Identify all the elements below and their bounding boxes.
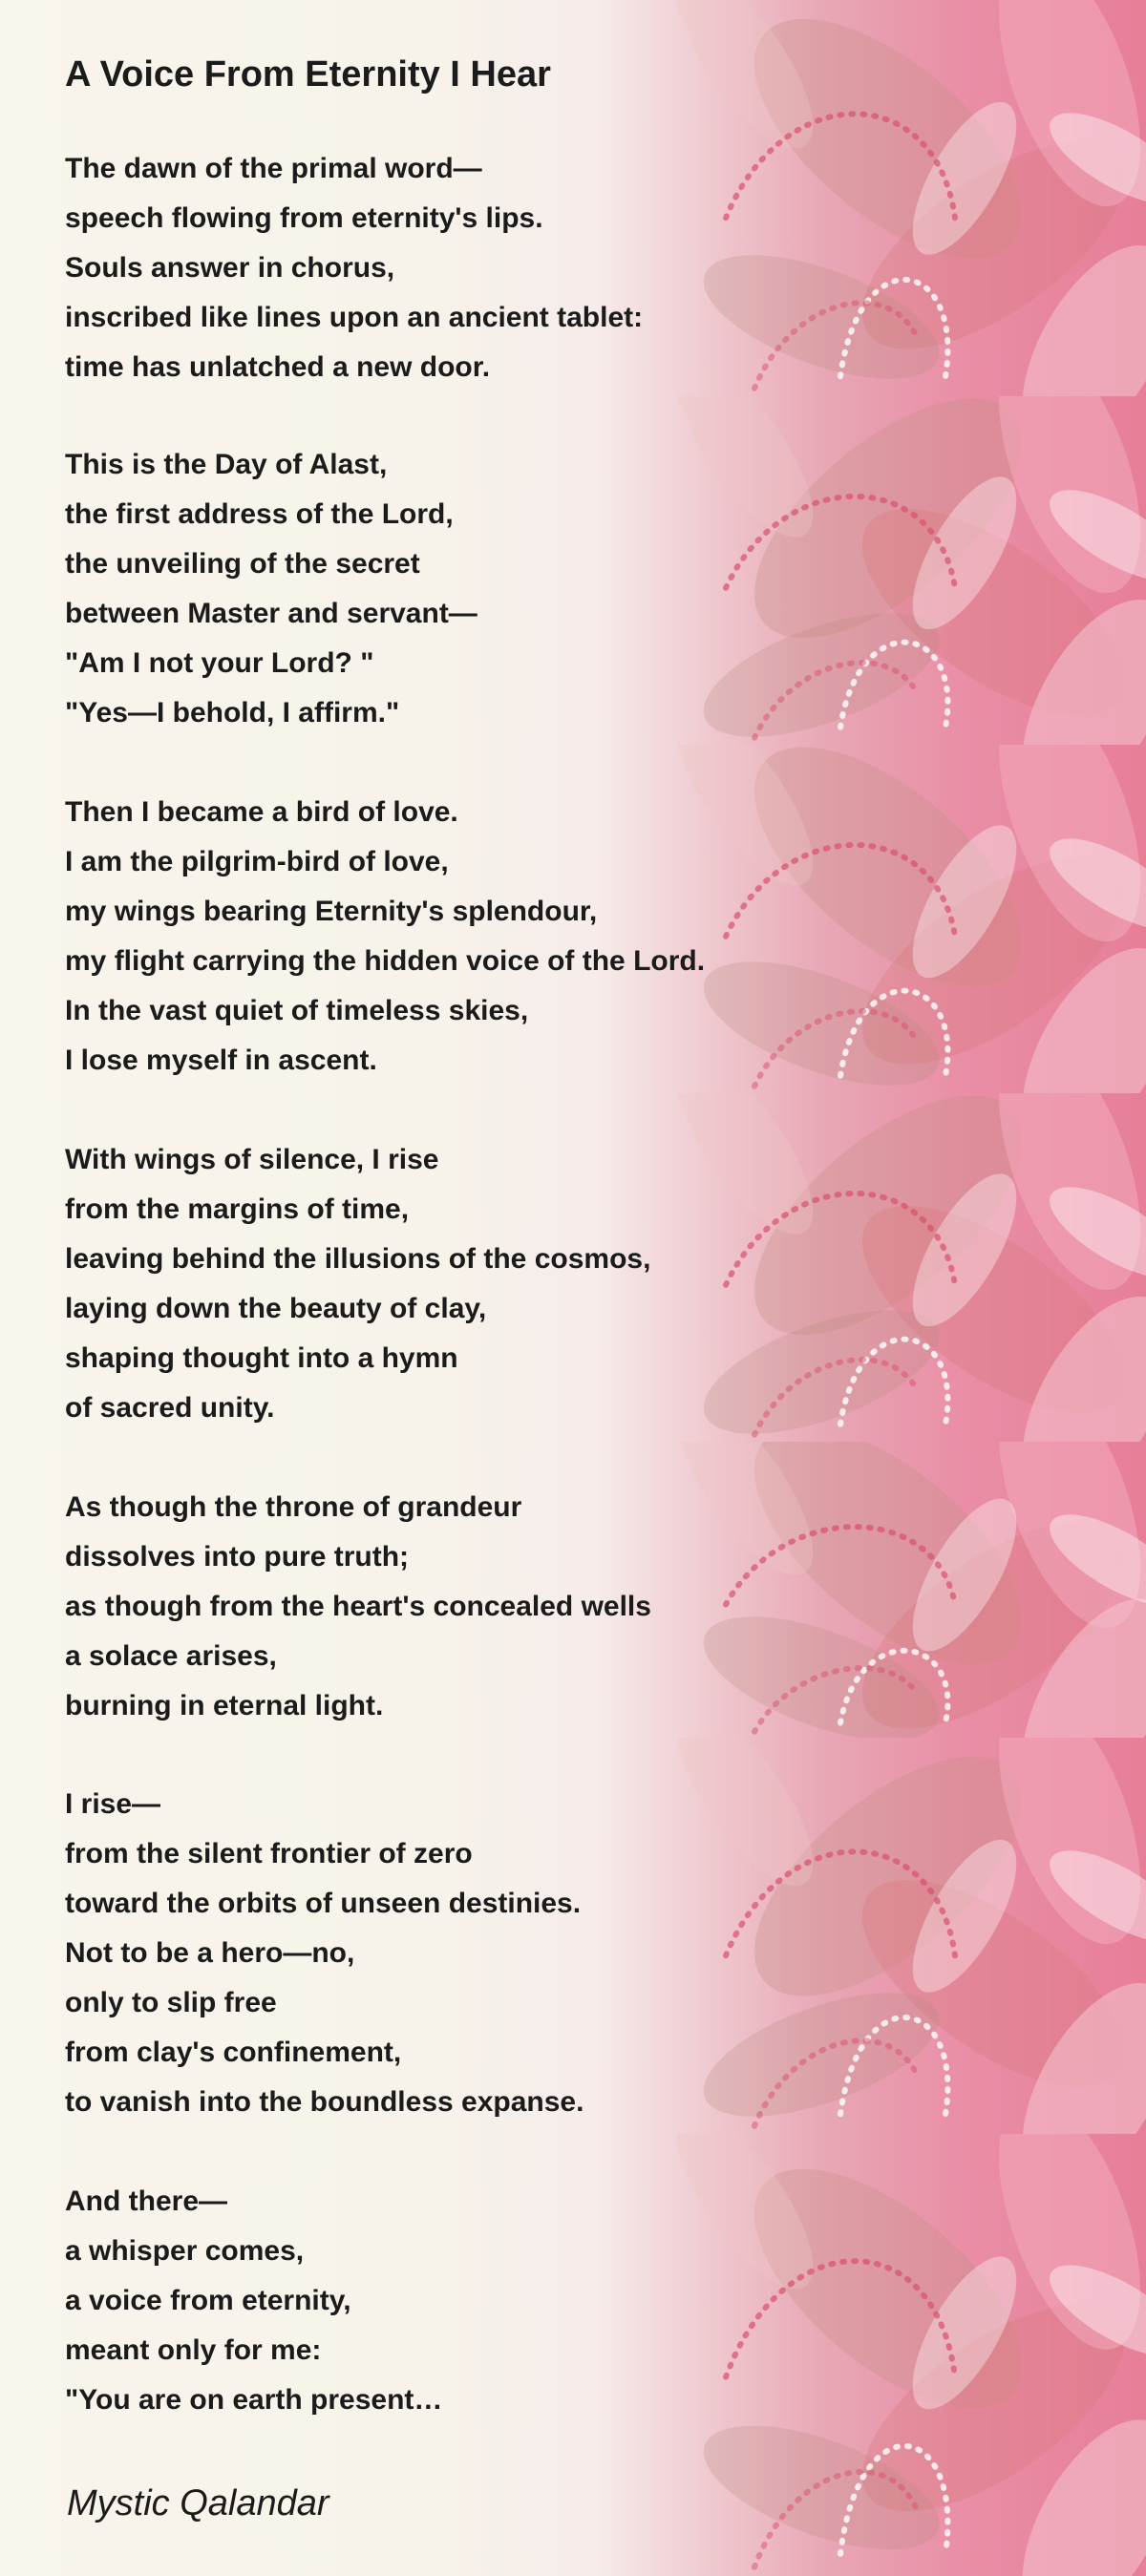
poem-line: from clay's confinement, <box>65 2037 402 2068</box>
stanza-6 <box>65 1780 584 2127</box>
poem-line: Not to be a hero—no, <box>65 1937 355 1969</box>
poem-line: "You are on earth present… <box>65 2384 443 2416</box>
poem-line: laying down the beauty of clay, <box>65 1293 487 1324</box>
poem-line: a whisper comes, <box>65 2235 305 2267</box>
poem-line: leaving behind the illusions of the cosmos, <box>65 1243 651 1275</box>
poem-line: With wings of silence, I rise <box>65 1144 439 1175</box>
poem-line: This is the Day of Alast, <box>65 449 388 480</box>
poem-line: meant only for me: <box>65 2334 322 2366</box>
poem-line: The dawn of the primal word— <box>65 153 482 184</box>
poem-line: And there— <box>65 2185 228 2217</box>
poem-line: dissolves into pure truth; <box>65 1541 410 1573</box>
poem-line: inscribed like lines upon an ancient tablet: <box>65 302 644 333</box>
poem-line: from the margins of time, <box>65 1193 410 1225</box>
stanza-3 <box>65 788 705 1086</box>
stanza-2 <box>65 440 478 738</box>
poem-line: shaping thought into a hymn <box>65 1342 458 1374</box>
poem-line: the unveiling of the secret <box>65 548 420 580</box>
poem-line: a voice from eternity, <box>65 2285 351 2316</box>
poem-line: my wings bearing Eternity's splendour, <box>65 896 598 927</box>
poem-line: from the silent frontier of zero <box>65 1838 473 1869</box>
poem-author: Mystic Qalandar <box>67 2483 329 2523</box>
poem-line: toward the orbits of unseen destinies. <box>65 1888 582 1919</box>
poem-line: to vanish into the boundless expanse. <box>65 2086 584 2118</box>
stanza-1 <box>65 144 643 392</box>
stanza-5 <box>65 1483 651 1731</box>
poem-line: my flight carrying the hidden voice of the Lord. <box>65 945 706 977</box>
poem-line: the first address of the Lord, <box>65 498 454 530</box>
poem-line: only to slip free <box>65 1987 277 2018</box>
poem-line: I rise— <box>65 1788 161 1820</box>
poem-title: A Voice From Eternity I Hear <box>65 54 551 95</box>
poem-line: a solace arises, <box>65 1640 277 1672</box>
poem-line: In the vast quiet of timeless skies, <box>65 995 529 1026</box>
poem-line: I am the pilgrim-bird of love, <box>65 846 449 877</box>
poem-line: between Master and servant— <box>65 598 478 629</box>
poem-line: time has unlatched a new door. <box>65 351 491 383</box>
poem-line: of sacred unity. <box>65 1392 275 1424</box>
poem-line: speech flowing from eternity's lips. <box>65 202 543 234</box>
poem-line: "Yes—I behold, I affirm." <box>65 697 400 728</box>
poem-line: as though from the heart's concealed wells <box>65 1591 651 1622</box>
poem-line: burning in eternal light. <box>65 1690 384 1721</box>
stanza-7 <box>65 2177 442 2425</box>
poem-line: "Am I not your Lord? " <box>65 647 374 679</box>
stanza-4 <box>65 1135 650 1433</box>
poem-line: I lose myself in ascent. <box>65 1045 377 1076</box>
poem-line: Then I became a bird of love. <box>65 796 458 828</box>
poem-line: As though the throne of grandeur <box>65 1491 522 1523</box>
poem-line: Souls answer in chorus, <box>65 252 395 284</box>
